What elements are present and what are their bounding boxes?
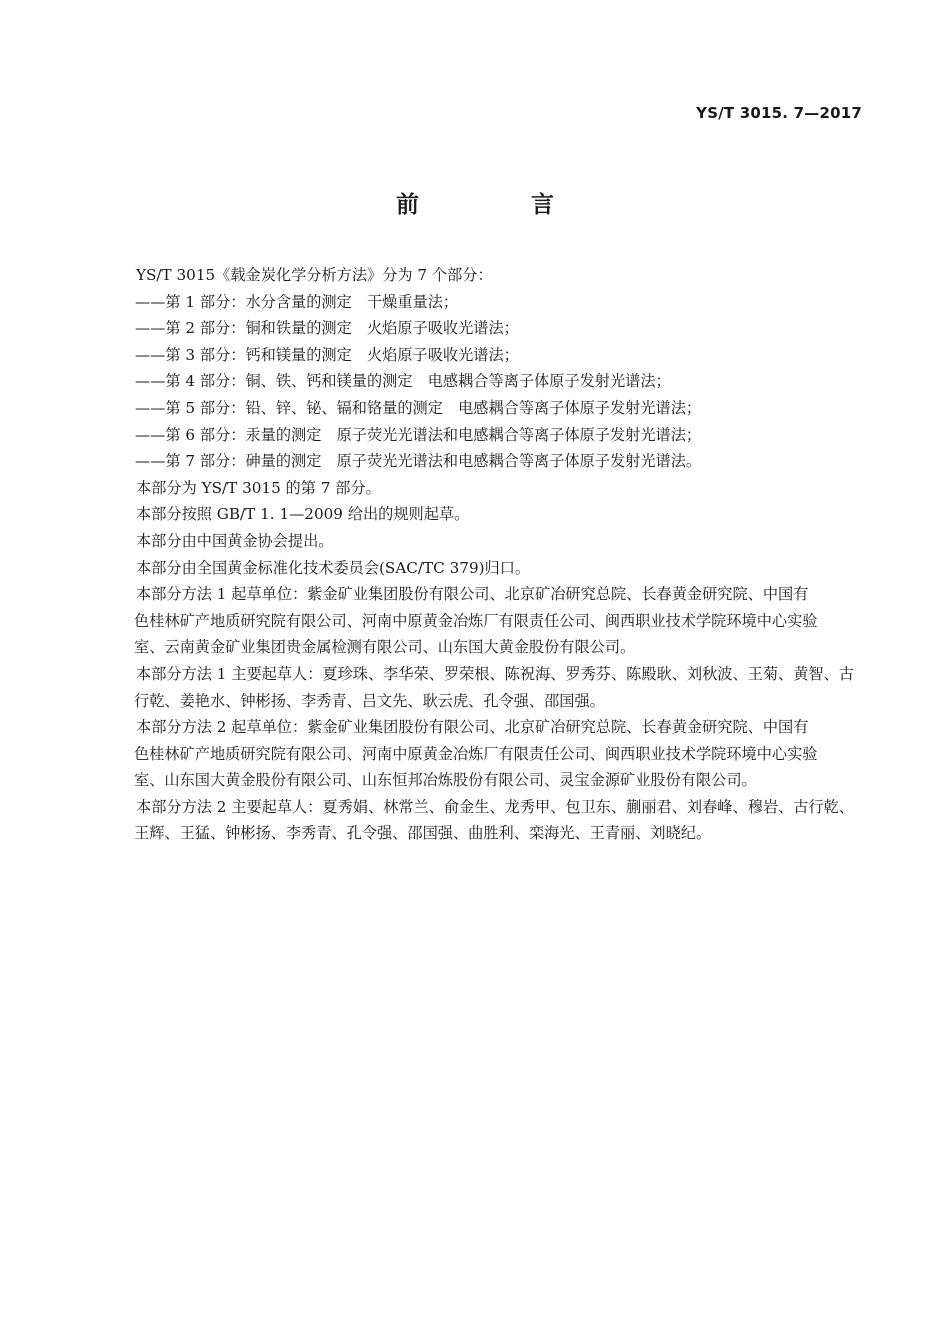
statement-part-number: 本部分为 YS/T 3015 的第 7 部分。 [136, 478, 381, 497]
statement-drafting-rules: 本部分按照 GB/T 1. 1—2009 给出的规则起草。 [136, 505, 470, 524]
paragraph-method2-drafters [136, 794, 864, 847]
paragraph-method1-units [136, 581, 864, 661]
paragraph-line: 色桂林矿产地质研究院有限公司、河南中原黄金冶炼厂有限责任公司、闽西职业技术学院环境中心实验 [134, 611, 818, 630]
paragraph-line: 王辉、王猛、钟彬扬、李秀青、孔令强、邵国强、曲胜利、栾海光、王青丽、刘晓纪。 [134, 824, 712, 843]
foreword-body [136, 262, 864, 847]
statement-proposer: 本部分由中国黄金协会提出。 [136, 531, 334, 550]
paragraph-line: 行乾、姜艳水、钟彬扬、李秀青、吕文先、耿云虎、孔令强、邵国强。 [134, 691, 605, 710]
paragraph-line: 本部分方法 2 起草单位：紫金矿业集团股份有限公司、北京矿冶研究总院、长春黄金研究院、中国有 [136, 718, 809, 737]
paragraph-line: 本部分方法 1 起草单位：紫金矿业集团股份有限公司、北京矿冶研究总院、长春黄金研究院、中国有 [136, 585, 809, 604]
paragraph-line: 本部分方法 2 主要起草人：夏秀娟、林常兰、俞金生、龙秀甲、包卫东、蒯丽君、刘春峰、穆岩、古行乾、 [136, 797, 854, 816]
part-item-1: ——第 1 部分：水分含量的测定 干燥重量法； [135, 292, 459, 311]
intro-line: YS/T 3015《载金炭化学分析方法》分为 7 个部分： [136, 266, 493, 284]
paragraph-line: 室、山东国大黄金股份有限公司、山东恒邦冶炼股份有限公司、灵宝金源矿业股份有限公司。 [134, 771, 757, 790]
part-item-4: ——第 4 部分：铜、铁、钙和镁量的测定 电感耦合等离子体原子发射光谱法； [135, 372, 671, 391]
part-item-5: ——第 5 部分：铅、锌、铋、镉和铬量的测定 电感耦合等离子体原子发射光谱法； [135, 398, 702, 417]
statement-committee: 本部分由全国黄金标准化技术委员会(SAC/TC 379)归口。 [136, 558, 531, 577]
paragraph-line: 室、云南黄金矿业集团贵金属检测有限公司、山东国大黄金股份有限公司。 [134, 638, 636, 657]
part-item-7: ——第 7 部分：砷量的测定 原子荧光光谱法和电感耦合等离子体原子发射光谱法。 [135, 452, 702, 471]
part-item-6: ——第 6 部分：汞量的测定 原子荧光光谱法和电感耦合等离子体原子发射光谱法； [135, 425, 702, 444]
paragraph-method2-units [136, 714, 864, 794]
part-item-2: ——第 2 部分：铜和铁量的测定 火焰原子吸收光谱法； [135, 319, 519, 338]
paragraph-line: 本部分方法 1 主要起草人：夏珍珠、李华荣、罗荣根、陈祝海、罗秀芬、陈殿耿、刘秋波、王菊、黄智、古 [136, 664, 854, 683]
page-title: 前 言 [395, 192, 606, 218]
standard-code: YS/T 3015. 7—2017 [696, 104, 862, 122]
paragraph-method1-drafters [136, 661, 864, 714]
paragraph-line: 色桂林矿产地质研究院有限公司、河南中原黄金冶炼厂有限责任公司、闽西职业技术学院环境中心实验 [134, 744, 818, 763]
part-item-3: ——第 3 部分：钙和镁量的测定 火焰原子吸收光谱法； [135, 345, 519, 364]
